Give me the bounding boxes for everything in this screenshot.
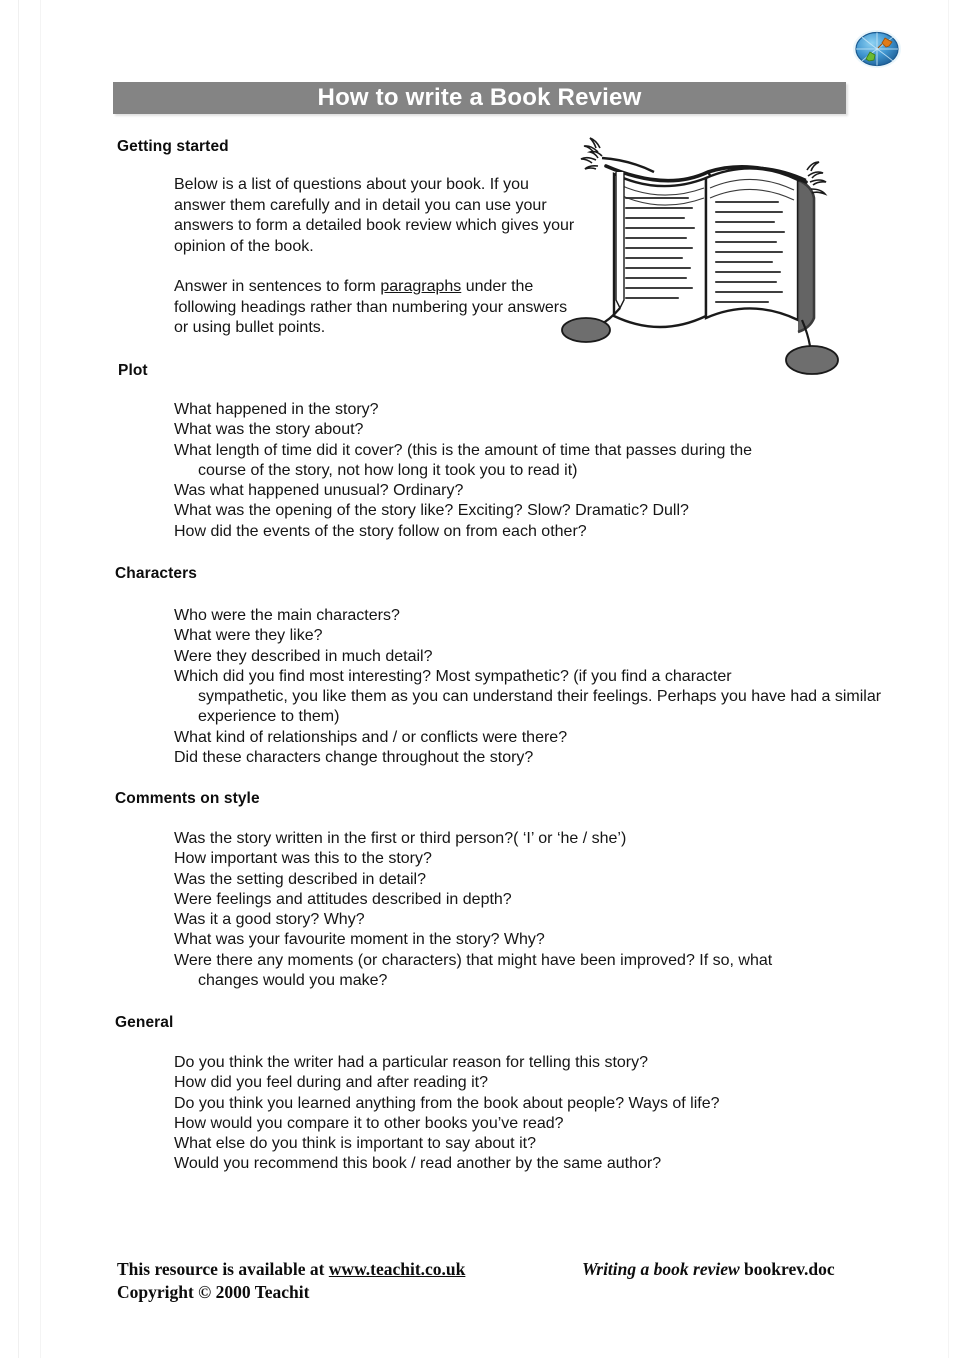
question-text: Which did you find most interesting? Most sympathetic? (if you find a character	[174, 667, 732, 685]
list-item	[0, 522, 959, 542]
question-text: How important was this to the story?	[174, 850, 432, 868]
list-item	[0, 748, 959, 768]
footer-right-block	[582, 1258, 835, 1281]
list-item	[0, 1114, 959, 1134]
question-text: Was the story written in the first or third person?( ‘I’ or ‘he / she’)	[174, 830, 627, 847]
question-list-comments-on-style	[0, 829, 959, 991]
question-text: What were they like?	[174, 627, 323, 645]
question-text: What happened in the story?	[174, 401, 379, 418]
question-list-plot	[0, 400, 959, 542]
question-text: What was the story about?	[174, 421, 364, 439]
page-title-banner	[113, 82, 846, 114]
question-list-characters	[0, 606, 959, 768]
list-item	[0, 910, 959, 930]
list-item	[0, 849, 959, 869]
list-item	[0, 400, 959, 420]
globe-icon	[849, 21, 905, 77]
list-item	[0, 626, 959, 646]
question-text: Were feelings and attitudes described in depth?	[174, 890, 512, 908]
list-item	[0, 930, 959, 950]
question-text: Was it a good story? Why?	[174, 911, 365, 929]
list-item	[0, 420, 959, 440]
question-text: What length of time did it cover? (this is the amount of time that passes during the	[174, 441, 753, 459]
footer-copyright: Copyright © 2000 Teachit	[117, 1282, 310, 1302]
question-text: Were there any moments (or characters) that might have been improved? If so, what	[174, 951, 773, 969]
list-item	[0, 606, 959, 626]
intro-paragraph-1	[0, 175, 575, 257]
question-text: Would you recommend this book / read another by the same author?	[174, 1155, 662, 1173]
question-continuation: course of the story, not how long it took you to read it)	[198, 461, 578, 479]
list-item	[0, 890, 959, 910]
intro-paragraph-1-text: Below is a list of questions about your book. If you answer them carefully and in detail you can use your answers to form a detailed book review which gives your opinion of the book.	[174, 176, 575, 255]
intro-paragraph-2	[0, 277, 575, 339]
question-continuation: changes would you make?	[198, 972, 388, 990]
list-item	[0, 647, 959, 667]
paragraphs-keyword: paragraphs	[380, 278, 462, 295]
list-item	[0, 481, 959, 501]
question-text: What was the opening of the story like? Exciting? Slow? Dramatic? Dull?	[174, 502, 689, 520]
open-book-illustration	[558, 132, 848, 384]
footer-document-title: Writing a book review	[582, 1259, 740, 1279]
footer-resource-line	[117, 1258, 465, 1281]
teachit-website-link[interactable]: www.teachit.co.uk	[328, 1259, 466, 1279]
list-item	[0, 501, 959, 521]
question-continuation: sympathetic, you like them as you can understand their feelings. Perhaps you have had a similar experience to them)	[198, 688, 882, 726]
list-item	[0, 1134, 959, 1154]
question-text: Was what happened unusual? Ordinary?	[174, 482, 464, 500]
question-list-general	[0, 1053, 959, 1175]
question-text: How would you compare it to other books you’ve read?	[174, 1114, 564, 1132]
intro-paragraph-2-text-after: under the following headings rather than numbering your answers or using bullet points.	[174, 278, 568, 336]
question-text: Was the setting described in detail?	[174, 870, 426, 888]
question-text: Do you think you learned anything from the book about people? Ways of life?	[174, 1094, 720, 1112]
list-item	[0, 870, 959, 890]
section-heading-characters: Characters	[115, 565, 197, 582]
question-text: How did the events of the story follow on from each other?	[174, 522, 587, 540]
list-item	[0, 1094, 959, 1114]
section-heading-getting-started: Getting started	[117, 138, 229, 155]
question-text: What else do you think is important to say about it?	[174, 1135, 536, 1153]
question-text: Did these characters change throughout the story?	[174, 749, 534, 767]
question-text: How did you feel during and after reading it?	[174, 1074, 488, 1092]
question-text: Do you think the writer had a particular reason for telling this story?	[174, 1054, 649, 1071]
section-heading-plot: Plot	[118, 362, 148, 379]
list-item	[0, 728, 959, 748]
list-item	[0, 829, 959, 849]
list-item	[0, 951, 959, 992]
question-text: What kind of relationships and / or conflicts were there?	[174, 728, 568, 746]
section-heading-comments-on-style: Comments on style	[115, 790, 260, 807]
list-item	[0, 1053, 959, 1073]
question-text: What was your favourite moment in the story? Why?	[174, 931, 545, 949]
list-item	[0, 667, 959, 728]
section-heading-general: General	[115, 1014, 174, 1031]
footer-left-block	[117, 1258, 465, 1304]
footer-document-filename: bookrev.doc	[739, 1259, 835, 1279]
intro-paragraph-2-text-before: Answer in sentences to form	[174, 278, 381, 295]
list-item	[0, 441, 959, 482]
list-item	[0, 1154, 959, 1174]
question-text: Were they described in much detail?	[174, 647, 433, 665]
list-item	[0, 1073, 959, 1093]
question-text: Who were the main characters?	[174, 607, 400, 624]
footer-resource-prefix: This resource is available at	[117, 1259, 329, 1279]
page-title: How to write a Book Review	[317, 84, 642, 111]
